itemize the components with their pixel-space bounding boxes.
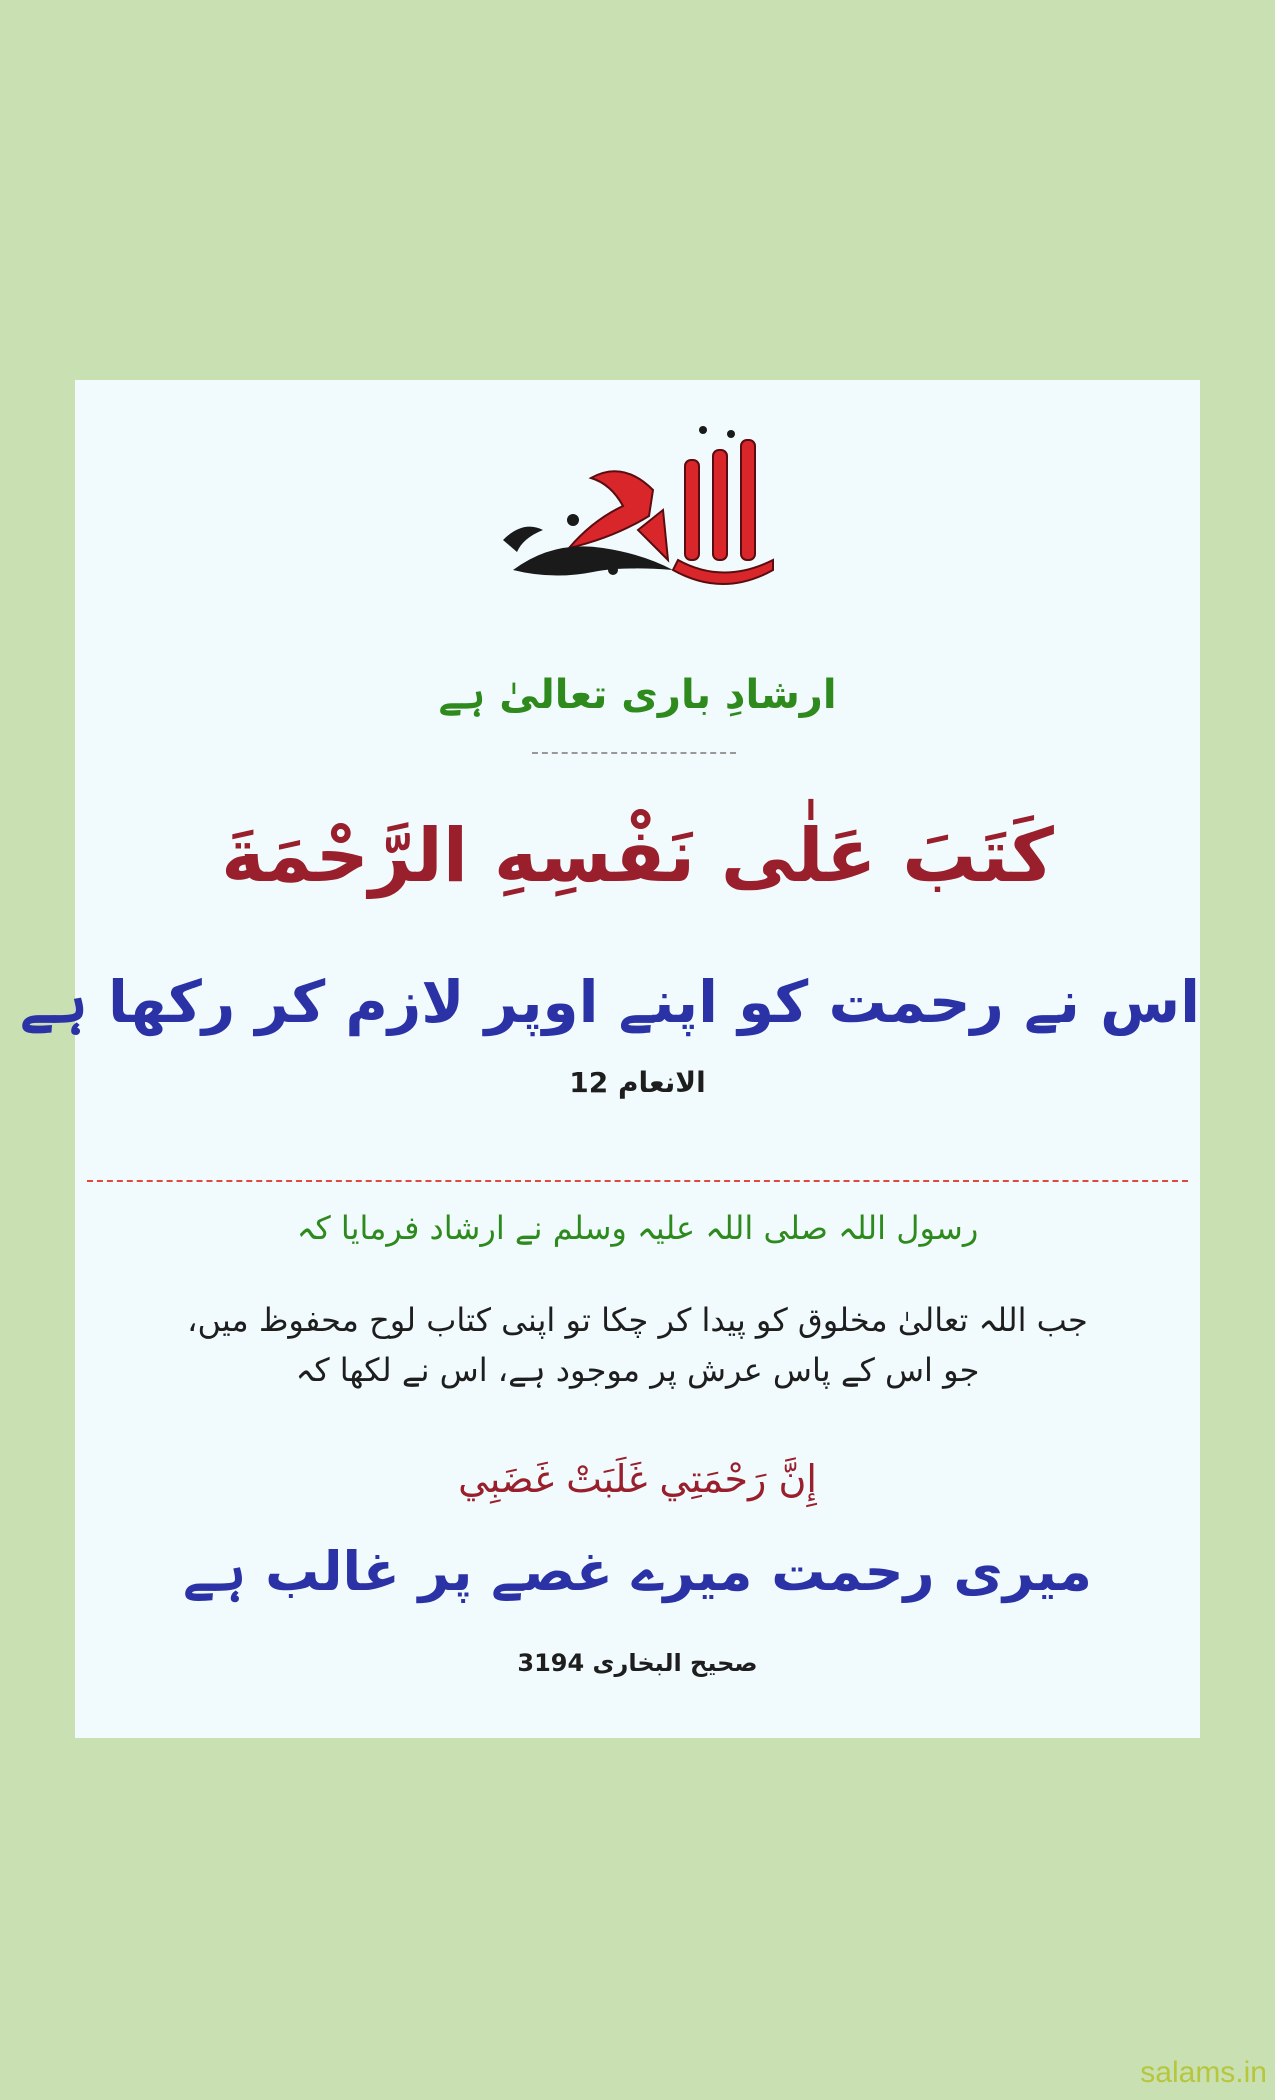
hadith-body-line-1: جب اللہ تعالیٰ مخلوق کو پیدا کر چکا تو اپنی کتاب لوح محفوظ میں،	[187, 1301, 1088, 1339]
verse-reference: الانعام 12	[569, 1066, 706, 1099]
hadith-heading: رسول اللہ صلی اللہ علیہ وسلم نے ارشاد فرمایا کہ	[296, 1209, 979, 1247]
allahu-akbar-calligraphy-logo	[75, 420, 1200, 600]
hadith-translation: میری رحمت میرے غصے پر غالب ہے	[183, 1540, 1092, 1603]
content-card	[19, 380, 1200, 1738]
verse-translation: اس نے رحمت کو اپنے اوپر لازم کر رکھا ہے	[19, 968, 1200, 1036]
calligraphy-image	[473, 420, 803, 600]
short-divider	[532, 752, 736, 754]
watermark: salams.in	[1140, 2056, 1267, 2089]
hadith-reference: صحیح البخاری 3194	[517, 1649, 758, 1677]
long-divider	[87, 1180, 1188, 1182]
hadith-arabic: إِنَّ رَحْمَتِي غَلَبَتْ غَضَبِي	[458, 1457, 817, 1501]
heading-irshad: ارشادِ باری تعالیٰ ہے	[438, 672, 837, 718]
quran-verse-arabic: كَتَبَ عَلٰى نَفْسِهِ الرَّحْمَةَ	[221, 813, 1054, 899]
hadith-body-line-2: جو اس کے پاس عرش پر موجود ہے، اس نے لکھا کہ	[295, 1351, 980, 1389]
